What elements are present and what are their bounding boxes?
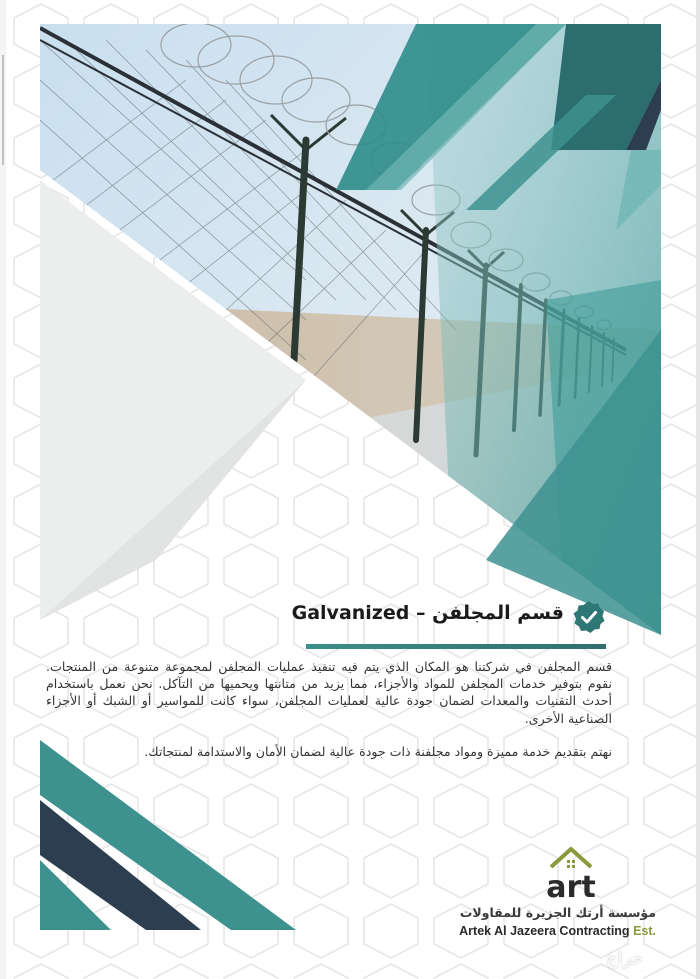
body-text bbox=[46, 658, 612, 776]
logo-english-company: Artek Al Jazeera Contracting bbox=[459, 924, 630, 938]
check-badge-icon bbox=[572, 600, 606, 634]
watermark: حراج bbox=[606, 948, 644, 969]
logo-english-name bbox=[459, 924, 656, 938]
logo-mark bbox=[541, 845, 601, 903]
page-edge-mark bbox=[2, 55, 4, 165]
document-page bbox=[6, 0, 696, 979]
section-title: قسم المجلفن – Galvanized bbox=[291, 602, 564, 624]
body-paragraph: نهتم بتقديم خدمة مميزة ومواد مجلفنة ذات جودة عالية لضمان الأمان والاستدامة لمنتجاتك. bbox=[144, 743, 612, 759]
company-logo bbox=[459, 845, 671, 945]
heading-underline bbox=[306, 644, 606, 649]
background-graphics bbox=[6, 0, 696, 979]
logo-arabic-name: مؤسسة أرتك الجزيرة للمقاولات bbox=[459, 905, 656, 920]
section-heading bbox=[291, 600, 606, 636]
body-paragraph: قسم المجلفن في شركتنا هو المكان الذي يتم فيه تنفيذ عمليات المجلفن لمجموعة متنوعة من المنتجات. نقوم بتوفير خدمات المجلفن للمواد والأجزاء، مما يزيد من متانتها ويحميها من التآكل. نحن نعمل باستخدام أحدث التقنيات والمعدات لضمان جودة عالية لعمليات المجلفن، سواء كانت للمواسير أو الشبك أو الأجزاء الصناعية الأخرى. bbox=[46, 659, 612, 726]
logo-english-suffix: Est. bbox=[633, 924, 656, 938]
logo-mark-text: art bbox=[546, 870, 596, 903]
